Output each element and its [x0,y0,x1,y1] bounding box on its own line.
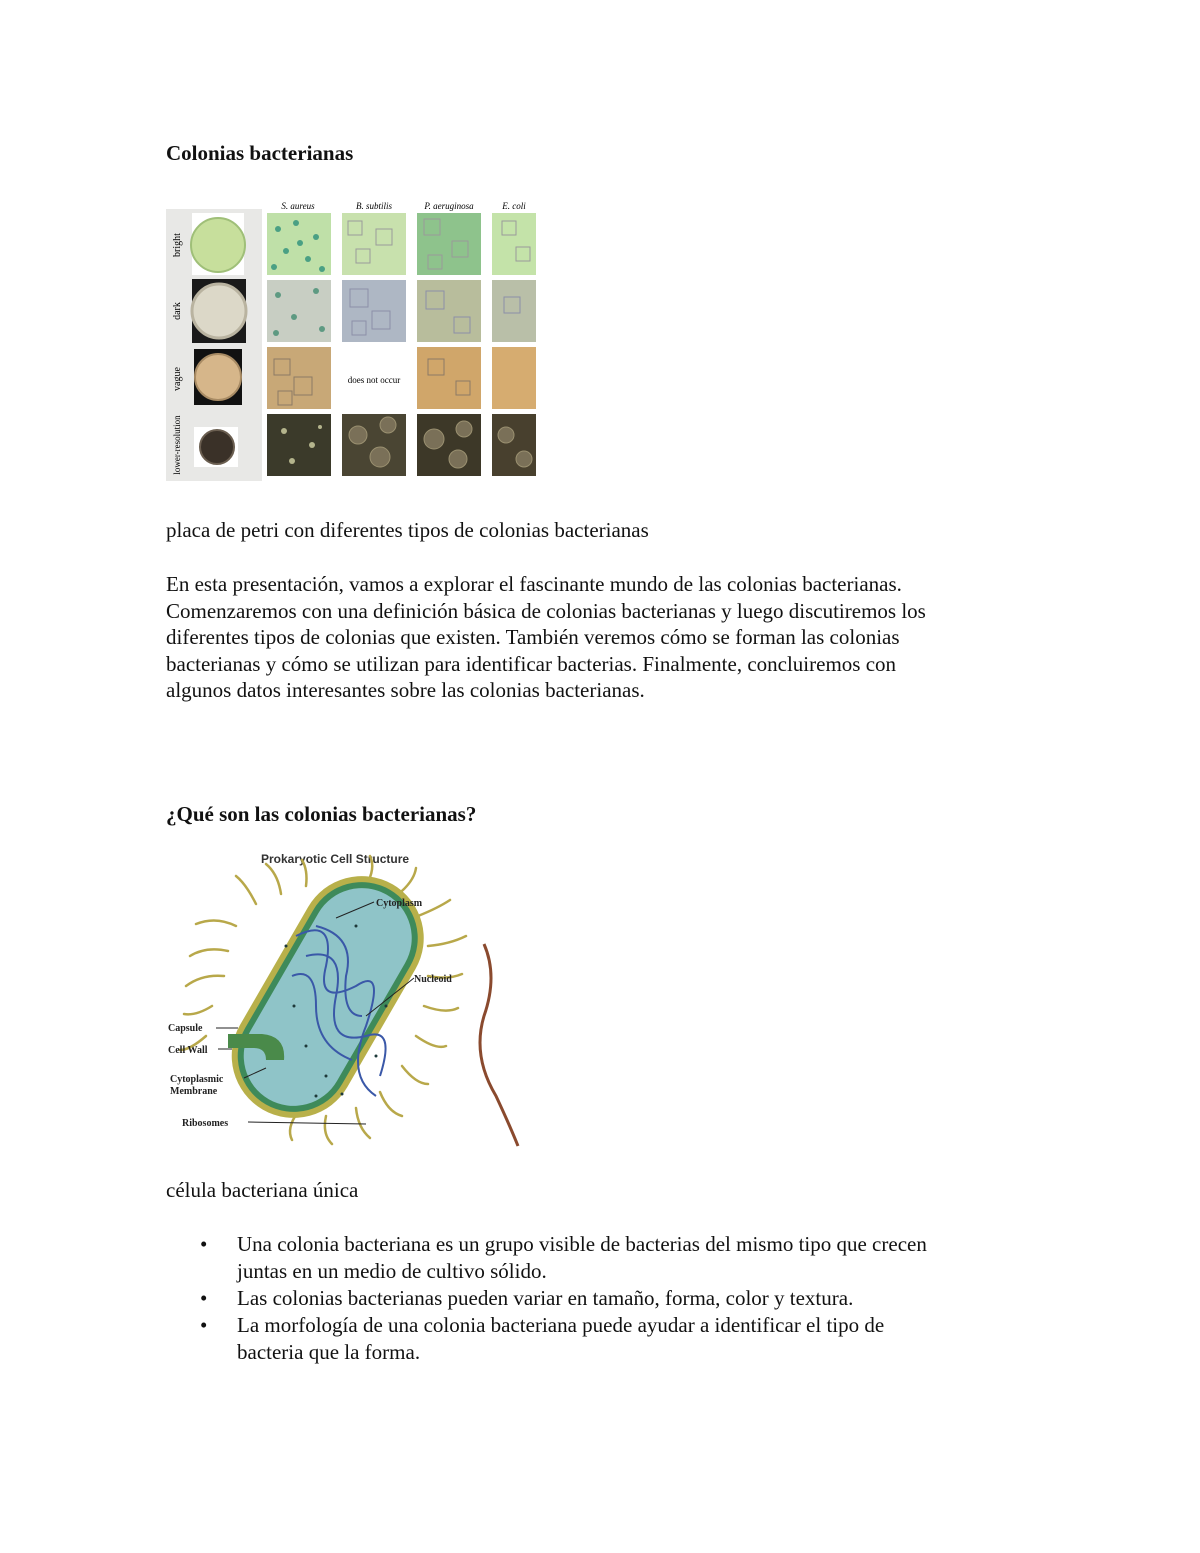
label-capsule: Capsule [168,1023,203,1034]
missing-cell-label: does not occur [347,375,401,385]
paragraph-line: bacterianas y cómo se utilizan para identificar bacterias. Finalmente, concluiremos con [166,651,897,676]
col-label-p-aeruginosa: P. aeruginosa [424,201,474,211]
figure2-caption: célula bacteriana única [166,1178,359,1202]
tile-lowres-b-subtilis [342,414,406,476]
tile-lowres-s-aureus [267,414,331,476]
bullet-icon: • [200,1286,208,1310]
row-label-dark: dark [172,302,183,320]
list-item-line: La morfología de una colonia bacteriana puede ayudar a identificar el tipo de [237,1313,885,1337]
list-item-line: juntas en un medio de cultivo sólido. [237,1259,547,1283]
tile-bright-e-coli [492,213,536,275]
petri-dish-bright [191,218,245,272]
tile-dark-e-coli [492,280,536,342]
tile-vague-s-aureus [267,347,331,409]
col-label-s-aureus: S. aureus [281,201,315,211]
label-membrane-line2: Membrane [170,1086,218,1097]
petri-dish-vague [195,354,241,400]
list-item [166,1285,1046,1312]
tile-vague-e-coli [492,347,536,409]
list-item-line: Una colonia bacteriana es un grupo visible de bacterias del mismo tipo que crecen [237,1232,927,1256]
list-item-line: bacteria que la forma. [237,1340,421,1364]
tile-bright-b-subtilis [342,213,406,275]
list-item [166,1312,1046,1366]
label-cell-wall: Cell Wall [168,1045,208,1056]
tile-dark-p-aeruginosa [417,280,481,342]
section-title-que-son: ¿Qué son las colonias bacterianas? [166,802,477,826]
bullet-icon: • [200,1232,208,1256]
paragraph-line: Comenzaremos con una definición básica de colonias bacterianas y luego discutiremos los [166,598,926,623]
row-label-bright: bright [172,233,183,257]
paragraph-line: algunos datos interesantes sobre las colonias bacterianas. [166,678,645,702]
bullet-icon: • [200,1313,208,1337]
figure1-caption: placa de petri con diferentes tipos de colonias bacterianas [166,518,649,542]
diagram-title: Prokaryotic Cell Structure [261,852,410,866]
tile-vague-p-aeruginosa [417,347,481,409]
col-label-b-subtilis: B. subtilis [355,201,393,211]
tile-lowres-e-coli [492,414,536,476]
label-nucleoid: Nucleoid [414,974,452,985]
intro-paragraph [166,571,1046,704]
section-title-colonias: Colonias bacterianas [166,141,354,165]
paragraph-line: En esta presentación, vamos a explorar el fascinante mundo de las colonias bacterianas. [166,572,902,596]
paragraph-line: diferentes tipos de colonias que existen. También veremos cómo se forman las colonias [166,625,900,649]
tile-bright-p-aeruginosa [417,213,481,275]
label-membrane-line1: Cytoplasmic [170,1074,224,1085]
row-label-lower-resolution: lower-resolution [172,415,182,475]
petri-dish-dark [192,284,246,338]
colony-types-figure [166,199,536,481]
col-label-e-coli: E. coli [502,201,526,211]
petri-dish-lowres [200,430,234,464]
list-item [166,1231,1046,1285]
prokaryotic-cell-figure [166,846,526,1148]
row-label-vague: vague [172,367,183,391]
bullet-list [166,1231,1046,1366]
list-item-line: Las colonias bacterianas pueden variar en tamaño, forma, color y textura. [237,1286,854,1310]
label-ribosomes: Ribosomes [182,1118,229,1129]
label-cytoplasm: Cytoplasm [376,898,423,909]
